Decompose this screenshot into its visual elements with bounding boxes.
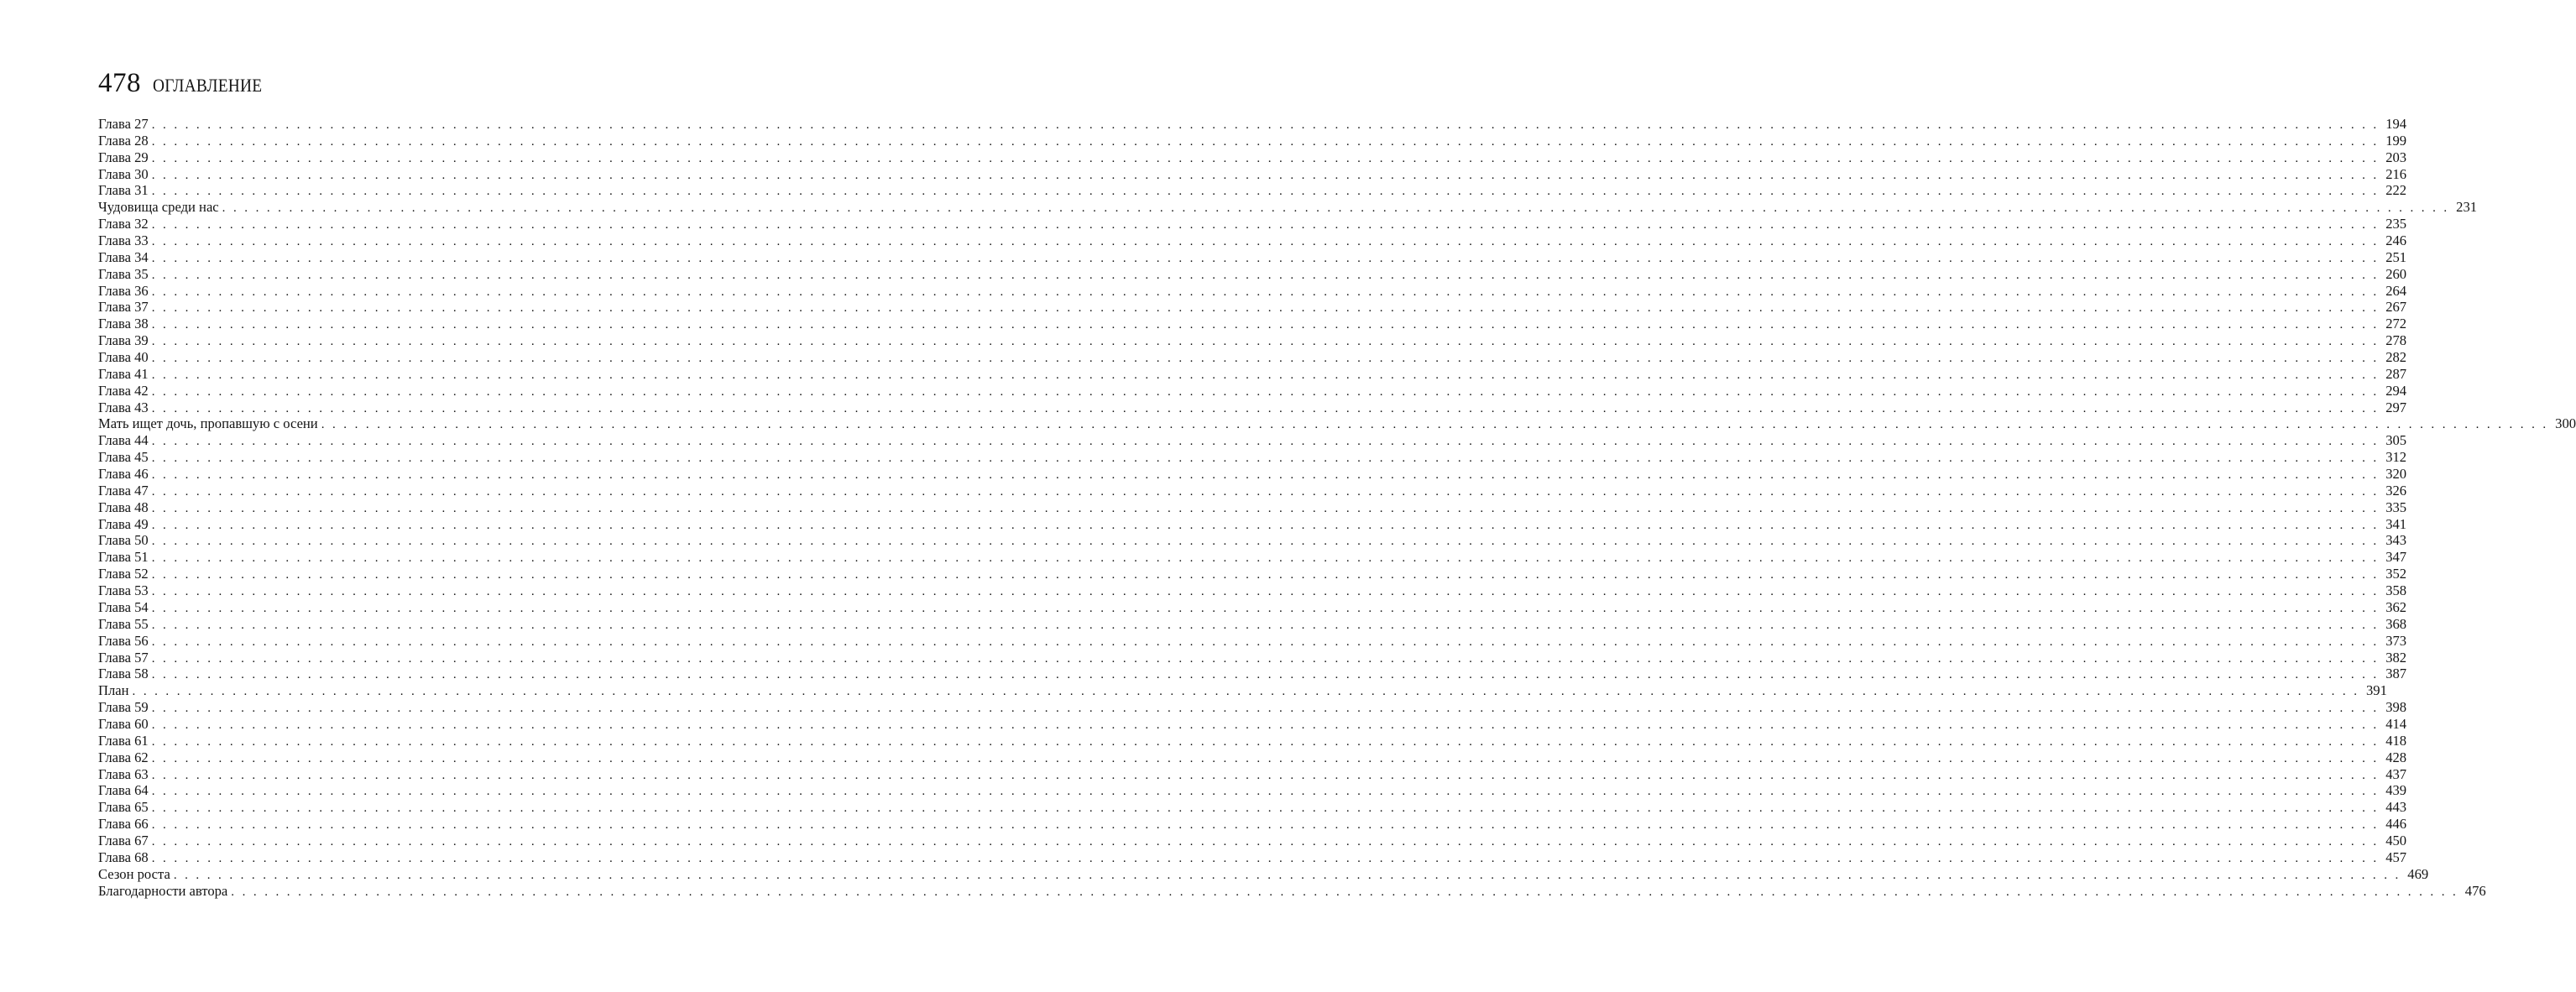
dot-leader: . . . . . . . . . . . . . . . . . . . . . . . . . . . . . . . . . . . . . . . . . . . . . . . . . . . . . . . . . . . . . . . . . . . . . . . . . . . . . . . . . . . . . . . . . . . . . . . . . . . . . . . . . . . . . . . . . . . . . . . . . . . . . . . . . . . . . . . . . . . . . . . . . . . . . . . . . . . . . . . . . . . . . . . . . . . . . . . . . . . . . . . . . . . . . . . . . . . . . . . . (151, 335, 2380, 349)
toc-entry-title: Глава 38 (98, 316, 149, 332)
toc-entry-page: 320 (2385, 466, 2407, 483)
toc-entry (98, 232, 2407, 249)
dot-leader: . . . . . . . . . . . . . . . . . . . . . . . . . . . . . . . . . . . . . . . . . . . . . . . . . . . . . . . . . . . . . . . . . . . . . . . . . . . . . . . . . . . . . . . . . . . . . . . . . . . . . . . . . . . . . . . . . . . . . . . . . . . . . . . . . . . . . . . . . . . . . . . . . . . . . . . . . . . . . . . . . . . . . . . . . . . . . . . . . . . . . . . . . . . . . . . . . . . . . . . . (173, 868, 2401, 882)
toc-entry-title: Глава 68 (98, 848, 149, 865)
dot-leader: . . . . . . . . . . . . . . . . . . . . . . . . . . . . . . . . . . . . . . . . . . . . . . . . . . . . . . . . . . . . . . . . . . . . . . . . . . . . . . . . . . . . . . . . . . . . . . . . . . . . . . . . . . . . . . . . . . . . . . . . . . . . . . . . . . . . . . . . . . . . . . . . . . . . . . . . . . . . . . . . . . . . . . . . . . . . . . . . . . . . . . . . . . . . . . . . . . . . . . . . (151, 551, 2380, 566)
toc-entry (98, 649, 2407, 666)
dot-leader: . . . . . . . . . . . . . . . . . . . . . . . . . . . . . . . . . . . . . . . . . . . . . . . . . . . . . . . . . . . . . . . . . . . . . . . . . . . . . . . . . . . . . . . . . . . . . . . . . . . . . . . . . . . . . . . . . . . . . . . . . . . . . . . . . . . . . . . . . . . . . . . . . . . . . . . . . . . . . . . . . . . . . . . . . . . . . . . . . . . . . . . . . . . . . . . . . . . . . . . . (231, 885, 2458, 899)
dot-leader: . . . . . . . . . . . . . . . . . . . . . . . . . . . . . . . . . . . . . . . . . . . . . . . . . . . . . . . . . . . . . . . . . . . . . . . . . . . . . . . . . . . . . . . . . . . . . . . . . . . . . . . . . . . . . . . . . . . . . . . . . . . . . . . . . . . . . . . . . . . . . . . . . . . . . . . . . . . . . . . . . . . . . . . . . . . . . . . . . . . . . . . . . . . . . . . . . . . . . . . . (151, 585, 2380, 599)
dot-leader: . . . . . . . . . . . . . . . . . . . . . . . . . . . . . . . . . . . . . . . . . . . . . . . . . . . . . . . . . . . . . . . . . . . . . . . . . . . . . . . . . . . . . . . . . . . . . . . . . . . . . . . . . . . . . . . . . . . . . . . . . . . . . . . . . . . . . . . . . . . . . . . . . . . . . . . . . . . . . . . . . . . . . . . . . . . . . . . . . . . . . . . . . . . . . . . . . . . . . . . . (151, 518, 2380, 532)
toc-entry (98, 199, 2478, 216)
toc-entry (98, 165, 2407, 183)
toc-entry-page: 267 (2385, 299, 2407, 316)
toc-entry-title: Глава 62 (98, 749, 149, 765)
toc-entry (98, 132, 2407, 149)
toc-entry-title: Глава 34 (98, 248, 149, 265)
toc-entry-title: Глава 51 (98, 549, 149, 566)
toc-entry (98, 365, 2407, 383)
toc-entry (98, 832, 2407, 849)
toc-entry-title: План (98, 682, 129, 699)
dot-leader: . . . . . . . . . . . . . . . . . . . . . . . . . . . . . . . . . . . . . . . . . . . . . . . . . . . . . . . . . . . . . . . . . . . . . . . . . . . . . . . . . . . . . . . . . . . . . . . . . . . . . . . . . . . . . . . . . . . . . . . . . . . . . . . . . . . . . . . . . . . . . . . . . . . . . . . . . . . . . . . . . . . . . . . . . . . . . . . . . . . . . . . . . . . . . . . . . . . . . . . . (151, 168, 2380, 182)
toc-entry-title: Глава 43 (98, 399, 149, 415)
toc-entry (98, 848, 2407, 866)
dot-leader: . . . . . . . . . . . . . . . . . . . . . . . . . . . . . . . . . . . . . . . . . . . . . . . . . . . . . . . . . . . . . . . . . . . . . . . . . . . . . . . . . . . . . . . . . . . . . . . . . . . . . . . . . . . . . . . . . . . . . . . . . . . . . . . . . . . . . . . . . . . . . . . . . . . . . . . . . . . . . . . . . . . . . . . . . . . . . . . . . . . . . . . . . . . . . . . . . . . . . . . . (151, 785, 2380, 799)
toc-entry-page: 450 (2385, 832, 2407, 848)
toc-entry-page: 300 (2555, 415, 2576, 432)
toc-entry-title: Благодарности автора (98, 882, 228, 899)
toc-entry-page: 457 (2385, 848, 2407, 865)
toc-entry-title: Глава 64 (98, 782, 149, 799)
toc-entry (98, 415, 2576, 432)
dot-leader: . . . . . . . . . . . . . . . . . . . . . . . . . . . . . . . . . . . . . . . . . . . . . . . . . . . . . . . . . . . . . . . . . . . . . . . . . . . . . . . . . . . . . . . . . . . . . . . . . . . . . . . . . . . . . . . . . . . . . . . . . . . . . . . . . . . . . . . . . . . . . . . . . . . . . . . . . . . . . . . . . . . . . . . . . . . . . . . . . . . . . . . . . . . . . . . . . . . . . . . . (151, 668, 2380, 682)
dot-leader: . . . . . . . . . . . . . . . . . . . . . . . . . . . . . . . . . . . . . . . . . . . . . . . . . . . . . . . . . . . . . . . . . . . . . . . . . . . . . . . . . . . . . . . . . . . . . . . . . . . . . . . . . . . . . . . . . . . . . . . . . . . . . . . . . . . . . . . . . . . . . . . . . . . . . . . . . . . . . . . . . . . . . . . . . . . . . . . . . . . . . . . . . . . . . . . . . . . . . . . . (151, 702, 2380, 716)
toc-entry (98, 216, 2407, 232)
toc-entry (98, 282, 2407, 300)
toc-entry (98, 399, 2407, 416)
running-head (98, 66, 277, 100)
toc-entry (98, 515, 2407, 533)
dot-leader: . . . . . . . . . . . . . . . . . . . . . . . . . . . . . . . . . . . . . . . . . . . . . . . . . . . . . . . . . . . . . . . . . . . . . . . . . . . . . . . . . . . . . . . . . . . . . . . . . . . . . . . . . . . . . . . . . . . . . . . . . . . . . . . . . . . . . . . . . . . . . . . . . . . . . . . . . . . . . . . . . . . . . . . . . . . . . . . . . . . . . . . . . . . . . . . . . . . . . . . . (151, 535, 2380, 549)
dot-leader: . . . . . . . . . . . . . . . . . . . . . . . . . . . . . . . . . . . . . . . . . . . . . . . . . . . . . . . . . . . . . . . . . . . . . . . . . . . . . . . . . . . . . . . . . . . . . . . . . . . . . . . . . . . . . . . . . . . . . . . . . . . . . . . . . . . . . . . . . . . . . . . . . . . . . . . . . . . . . . . . . . . . . . . . . . . . . . . . . . . . . . . . . . . . . . . . . . . . . . . . (151, 134, 2380, 149)
dot-leader: . . . . . . . . . . . . . . . . . . . . . . . . . . . . . . . . . . . . . . . . . . . . . . . . . . . . . . . . . . . . . . . . . . . . . . . . . . . . . . . . . . . . . . . . . . . . . . . . . . . . . . . . . . . . . . . . . . . . . . . . . . . . . . . . . . . . . . . . . . . . . . . . . . . . . . . . . . . . . . . . . . . . . . . . . . . . . . . . . . . . . . . . . . . . . . . . . . . . . . . . (151, 452, 2380, 466)
toc-entry-title: Глава 58 (98, 666, 149, 682)
toc-entry-title: Глава 40 (98, 349, 149, 366)
toc-entry-title: Глава 48 (98, 499, 149, 515)
toc-entry-page: 358 (2385, 582, 2407, 599)
toc-entry (98, 799, 2407, 816)
toc-entry-title: Глава 60 (98, 715, 149, 732)
toc-entry-page: 235 (2385, 216, 2407, 232)
toc-entry-page: 260 (2385, 265, 2407, 282)
toc-entry-page: 216 (2385, 165, 2407, 182)
toc-entry-title: Глава 39 (98, 332, 149, 349)
dot-leader: . . . . . . . . . . . . . . . . . . . . . . . . . . . . . . . . . . . . . . . . . . . . . . . . . . . . . . . . . . . . . . . . . . . . . . . . . . . . . . . . . . . . . . . . . . . . . . . . . . . . . . . . . . . . . . . . . . . . . . . . . . . . . . . . . . . . . . . . . . . . . . . . . . . . . . . . . . . . . . . . . . . . . . . . . . . . . . . . . . . . . . . . . . . . . . . . . . . . . . . . (151, 601, 2380, 615)
dot-leader: . . . . . . . . . . . . . . . . . . . . . . . . . . . . . . . . . . . . . . . . . . . . . . . . . . . . . . . . . . . . . . . . . . . . . . . . . . . . . . . . . . . . . . . . . . . . . . . . . . . . . . . . . . . . . . . . . . . . . . . . . . . . . . . . . . . . . . . . . . . . . . . . . . . . . . . . . . . . . . . . . . . . . . . . . . . . . . . . . . . . . . . . . . . . . . . . . . . . . . . . (151, 352, 2380, 366)
toc-entry-page: 476 (2464, 882, 2486, 899)
dot-leader: . . . . . . . . . . . . . . . . . . . . . . . . . . . . . . . . . . . . . . . . . . . . . . . . . . . . . . . . . . . . . . . . . . . . . . . . . . . . . . . . . . . . . . . . . . . . . . . . . . . . . . . . . . . . . . . . . . . . . . . . . . . . . . . . . . . . . . . . . . . . . . . . . . . . . . . . . . . . . . . . . . . . . . . . . . . . . . . . . . . . . . . . . . . . . . . . . . . . . . . . (132, 685, 2359, 699)
toc-entry (98, 299, 2407, 316)
toc-entry-title: Глава 44 (98, 432, 149, 449)
toc-entry (98, 865, 2429, 883)
toc-entry (98, 882, 2486, 900)
dot-leader: . . . . . . . . . . . . . . . . . . . . . . . . . . . . . . . . . . . . . . . . . . . . . . . . . . . . . . . . . . . . . . . . . . . . . . . . . . . . . . . . . . . . . . . . . . . . . . . . . . . . . . . . . . . . . . . . . . . . . . . . . . . . . . . . . . . . . . . . . . . . . . . . . . . . . . . . . . . . . . . . . . . . . . . . . . . . . . . . . . . . . . . . . . . . . . . . . . . . . . . . (151, 851, 2380, 865)
toc-entry-page: 469 (2407, 865, 2429, 882)
toc-entry-title: Мать ищет дочь, пропавшую с осени (98, 415, 318, 432)
toc-entry-title: Глава 56 (98, 632, 149, 649)
toc-entry-title: Глава 36 (98, 282, 149, 299)
toc-entry-page: 352 (2385, 566, 2407, 582)
toc-entry-title: Глава 61 (98, 732, 149, 749)
toc-entry-page: 297 (2385, 399, 2407, 415)
dot-leader: . . . . . . . . . . . . . . . . . . . . . . . . . . . . . . . . . . . . . . . . . . . . . . . . . . . . . . . . . . . . . . . . . . . . . . . . . . . . . . . . . . . . . . . . . . . . . . . . . . . . . . . . . . . . . . . . . . . . . . . . . . . . . . . . . . . . . . . . . . . . . . . . . . . . . . . . . . . . . . . . . . . . . . . . . . . . . . . . . . . . . . . . . . . . . . . . . . . . . . . . (151, 634, 2380, 649)
toc-entry (98, 682, 2387, 699)
toc-entry (98, 532, 2407, 549)
dot-leader: . . . . . . . . . . . . . . . . . . . . . . . . . . . . . . . . . . . . . . . . . . . . . . . . . . . . . . . . . . . . . . . . . . . . . . . . . . . . . . . . . . . . . . . . . . . . . . . . . . . . . . . . . . . . . . . . . . . . . . . . . . . . . . . . . . . . . . . . . . . . . . . . . . . . . . . . . . . . . . . . . . . . . . . . . . . . . . . . . . . . . . . . . . . . . . . . . . . . . . . . (151, 768, 2380, 782)
toc-entry (98, 598, 2407, 616)
toc-entry-page: 264 (2385, 282, 2407, 299)
dot-leader: . . . . . . . . . . . . . . . . . . . . . . . . . . . . . . . . . . . . . . . . . . . . . . . . . . . . . . . . . . . . . . . . . . . . . . . . . . . . . . . . . . . . . . . . . . . . . . . . . . . . . . . . . . . . . . . . . . . . . . . . . . . . . . . . . . . . . . . . . . . . . . . . . . . . . . . . . . . . . . . . . . . . . . . . . . . . . . . . . . . . . . . . . . . . . . . . . . . . . . . . (151, 435, 2380, 449)
page-number: 478 (98, 68, 141, 98)
toc-entry-page: 194 (2385, 116, 2407, 132)
toc-entry-title: Глава 46 (98, 466, 149, 483)
dot-leader: . . . . . . . . . . . . . . . . . . . . . . . . . . . . . . . . . . . . . . . . . . . . . . . . . . . . . . . . . . . . . . . . . . . . . . . . . . . . . . . . . . . . . . . . . . . . . . . . . . . . . . . . . . . . . . . . . . . . . . . . . . . . . . . . . . . . . . . . . . . . . . . . . . . . . . . . . . . . . . . . . . . . . . . . . . . . . . . . . . . . . . . . . . . . . . . . . . . . . . . . (151, 368, 2380, 382)
toc-entry (98, 816, 2407, 833)
dot-leader: . . . . . . . . . . . . . . . . . . . . . . . . . . . . . . . . . . . . . . . . . . . . . . . . . . . . . . . . . . . . . . . . . . . . . . . . . . . . . . . . . . . . . . . . . . . . . . . . . . . . . . . . . . . . . . . . . . . . . . . . . . . . . . . . . . . . . . . . . . . . . . . . . . . . . . . . . . . . . . . . . . . . . . . . . . . . . . . . . . . . . . . . . . . . . . . . . . . . . . . . (151, 651, 2380, 666)
toc-entry (98, 765, 2407, 783)
toc-entry (98, 382, 2407, 399)
toc-entry-title: Глава 63 (98, 765, 149, 782)
table-of-contents (98, 116, 2576, 899)
toc-entry (98, 332, 2407, 349)
toc-entry (98, 466, 2407, 483)
dot-leader: . . . . . . . . . . . . . . . . . . . . . . . . . . . . . . . . . . . . . . . . . . . . . . . . . . . . . . . . . . . . . . . . . . . . . . . . . . . . . . . . . . . . . . . . . . . . . . . . . . . . . . . . . . . . . . . . . . . . . . . . . . . . . . . . . . . . . . . . . . . . . . . . . . . . . . . . . . . . . . . . . . . . . . . . . . . . . . . . . . . . . . . . . . . . . . . . . . . . . . . . (151, 251, 2380, 265)
toc-entry-page: 382 (2385, 649, 2407, 666)
toc-entry-title: Глава 45 (98, 449, 149, 466)
toc-entry-title: Чудовища среди нас (98, 199, 219, 216)
toc-entry (98, 432, 2407, 449)
dot-leader: . . . . . . . . . . . . . . . . . . . . . . . . . . . . . . . . . . . . . . . . . . . . . . . . . . . . . . . . . . . . . . . . . . . . . . . . . . . . . . . . . . . . . . . . . . . . . . . . . . . . . . . . . . . . . . . . . . . . . . . . . . . . . . . . . . . . . . . . . . . . . . . . . . . . . . . . . . . . . . . . . . . . . . . . . . . . . . . . . . . . . . . . . . . . . . . . . . . . . . . . (151, 834, 2380, 848)
toc-entry-page: 251 (2385, 248, 2407, 265)
toc-entry-page: 312 (2385, 449, 2407, 466)
toc-entry-page: 335 (2385, 499, 2407, 515)
section-title: ОГЛАВЛЕНИЕ (153, 75, 263, 96)
toc-entry-title: Глава 27 (98, 116, 149, 132)
toc-entry-title: Глава 37 (98, 299, 149, 316)
dot-leader: . . . . . . . . . . . . . . . . . . . . . . . . . . . . . . . . . . . . . . . . . . . . . . . . . . . . . . . . . . . . . . . . . . . . . . . . . . . . . . . . . . . . . . . . . . . . . . . . . . . . . . . . . . . . . . . . . . . . . . . . . . . . . . . . . . . . . . . . . . . . . . . . . . . . . . . . . . . . . . . . . . . . . . . . . . . . . . . . . . . . . . . . . . . . . . . . . . . . . . . . (151, 468, 2380, 483)
dot-leader: . . . . . . . . . . . . . . . . . . . . . . . . . . . . . . . . . . . . . . . . . . . . . . . . . . . . . . . . . . . . . . . . . . . . . . . . . . . . . . . . . . . . . . . . . . . . . . . . . . . . . . . . . . . . . . . . . . . . . . . . . . . . . . . . . . . . . . . . . . . . . . . . . . . . . . . . . . . . . . . . . . . . . . . . . . . . . . . . . . . . . . . . . . . . . . . . . . . . . . . . (151, 285, 2380, 299)
toc-entry-title: Глава 33 (98, 232, 149, 249)
toc-entry-page: 341 (2385, 515, 2407, 532)
toc-entry-title: Сезон роста (98, 865, 170, 882)
dot-leader: . . . . . . . . . . . . . . . . . . . . . . . . . . . . . . . . . . . . . . . . . . . . . . . . . . . . . . . . . . . . . . . . . . . . . . . . . . . . . . . . . . . . . . . . . . . . . . . . . . . . . . . . . . . . . . . . . . . . . . . . . . . . . . . . . . . . . . . . . . . . . . . . . . . . . . . . . . . . . . . . . . . . . . . . . . . . . . . . . . . . . . . . . . . . . . . . . . . . . . . . (151, 118, 2380, 132)
dot-leader: . . . . . . . . . . . . . . . . . . . . . . . . . . . . . . . . . . . . . . . . . . . . . . . . . . . . . . . . . . . . . . . . . . . . . . . . . . . . . . . . . . . . . . . . . . . . . . . . . . . . . . . . . . . . . . . . . . . . . . . . . . . . . . . . . . . . . . . . . . . . . . . . . . . . . . . . . . . . . . . . . . . . . . . . . . . . . . . . . . . . . . . . . . . . . . . . . . . . . . . . (151, 618, 2380, 632)
toc-entry-title: Глава 57 (98, 649, 149, 666)
toc-entry-title: Глава 35 (98, 265, 149, 282)
toc-entry-page: 343 (2385, 532, 2407, 549)
toc-entry-title: Глава 32 (98, 216, 149, 232)
dot-leader: . . . . . . . . . . . . . . . . . . . . . . . . . . . . . . . . . . . . . . . . . . . . . . . . . . . . . . . . . . . . . . . . . . . . . . . . . . . . . . . . . . . . . . . . . . . . . . . . . . . . . . . . . . . . . . . . . . . . . . . . . . . . . . . . . . . . . . . . . . . . . . . . . . . . . . . . . . . . . . . . . . . . . . . . . . . . . . . . . . . . . . . . . . . . . . . . . . . . . . . . (151, 151, 2380, 165)
toc-entry-title: Глава 42 (98, 382, 149, 399)
toc-entry (98, 499, 2407, 516)
dot-leader: . . . . . . . . . . . . . . . . . . . . . . . . . . . . . . . . . . . . . . . . . . . . . . . . . . . . . . . . . . . . . . . . . . . . . . . . . . . . . . . . . . . . . . . . . . . . . . . . . . . . . . . . . . . . . . . . . . . . . . . . . . . . . . . . . . . . . . . . . . . . . . . . . . . . . . . . . . . . . . . . . . . . . . . . . . . . . . . . . . . . . . . . . . . . . . . . . . . . . . . . (151, 734, 2380, 749)
toc-entry-title: Глава 65 (98, 799, 149, 816)
dot-leader: . . . . . . . . . . . . . . . . . . . . . . . . . . . . . . . . . . . . . . . . . . . . . . . . . . . . . . . . . . . . . . . . . . . . . . . . . . . . . . . . . . . . . . . . . . . . . . . . . . . . . . . . . . . . . . . . . . . . . . . . . . . . . . . . . . . . . . . . . . . . . . . . . . . . . . . . . . . . . . . . . . . . . . . . . . . . . . . . . . . . . . . . . . . . . . . . . . . . . . . . (151, 818, 2380, 833)
toc-entry-page: 246 (2385, 232, 2407, 249)
dot-leader: . . . . . . . . . . . . . . . . . . . . . . . . . . . . . . . . . . . . . . . . . . . . . . . . . . . . . . . . . . . . . . . . . . . . . . . . . . . . . . . . . . . . . . . . . . . . . . . . . . . . . . . . . . . . . . . . . . . . . . . . . . . . . . . . . . . . . . . . . . . . . . . . . . . . . . . . . . . . . . . . . . . . . . . . . . . . . . . . . . . . . . . . . . . . . . . . . . . . . . . . (151, 801, 2380, 816)
toc-entry-page: 414 (2385, 715, 2407, 732)
toc-entry-page: 294 (2385, 382, 2407, 399)
toc-entry-title: Глава 59 (98, 699, 149, 716)
toc-entry-page: 446 (2385, 816, 2407, 833)
toc-entry-page: 278 (2385, 332, 2407, 349)
toc-entry-title: Глава 50 (98, 532, 149, 549)
toc-entry-page: 326 (2385, 482, 2407, 499)
dot-leader: . . . . . . . . . . . . . . . . . . . . . . . . . . . . . . . . . . . . . . . . . . . . . . . . . . . . . . . . . . . . . . . . . . . . . . . . . . . . . . . . . . . . . . . . . . . . . . . . . . . . . . . . . . . . . . . . . . . . . . . . . . . . . . . . . . . . . . . . . . . . . . . . . . . . . . . . . . . . . . . . . . . . . . . . . . . . . . . . . . . . . . . . . . . . . . . . . . . . . . . . (151, 568, 2380, 582)
dot-leader: . . . . . . . . . . . . . . . . . . . . . . . . . . . . . . . . . . . . . . . . . . . . . . . . . . . . . . . . . . . . . . . . . . . . . . . . . . . . . . . . . . . . . . . . . . . . . . . . . . . . . . . . . . . . . . . . . . . . . . . . . . . . . . . . . . . . . . . . . . . . . . . . . . . . . . . . . . . . . . . . . . . . . . . . . . . . . . . . . . . . . . . . . . . . . . . . . . . . . . . . (151, 751, 2380, 765)
toc-entry (98, 149, 2407, 166)
dot-leader: . . . . . . . . . . . . . . . . . . . . . . . . . . . . . . . . . . . . . . . . . . . . . . . . . . . . . . . . . . . . . . . . . . . . . . . . . . . . . . . . . . . . . . . . . . . . . . . . . . . . . . . . . . . . . . . . . . . . . . . . . . . . . . . . . . . . . . . . . . . . . . . . . . . . . . . . . . . . . . . . . . . . . . . . . . . . . . . . . . . . . . . . . . . . . . . . . . . . . . . . (151, 185, 2380, 199)
dot-leader: . . . . . . . . . . . . . . . . . . . . . . . . . . . . . . . . . . . . . . . . . . . . . . . . . . . . . . . . . . . . . . . . . . . . . . . . . . . . . . . . . . . . . . . . . . . . . . . . . . . . . . . . . . . . . . . . . . . . . . . . . . . . . . . . . . . . . . . . . . . . . . . . . . . . . . . . . . . . . . . . . . . . . . . . . . . . . . . . . . . . . . . . . . . . . . . . . . . . . . . . (151, 235, 2380, 249)
toc-entry-page: 387 (2385, 666, 2407, 682)
toc-entry-title: Глава 31 (98, 182, 149, 199)
toc-entry-title: Глава 55 (98, 615, 149, 632)
toc-entry-page: 362 (2385, 598, 2407, 615)
toc-entry-page: 199 (2385, 132, 2407, 149)
toc-entry (98, 248, 2407, 266)
toc-entry-title: Глава 67 (98, 832, 149, 848)
toc-entry (98, 715, 2407, 733)
toc-entry-title: Глава 30 (98, 165, 149, 182)
toc-entry-title: Глава 52 (98, 566, 149, 582)
toc-entry-title: Глава 41 (98, 365, 149, 382)
toc-entry (98, 482, 2407, 499)
toc-entry-page: 203 (2385, 149, 2407, 165)
toc-entry-page: 398 (2385, 699, 2407, 716)
toc-entry (98, 116, 2407, 133)
toc-entry (98, 732, 2407, 749)
toc-entry-page: 282 (2385, 349, 2407, 366)
toc-entry-title: Глава 53 (98, 582, 149, 599)
toc-entry (98, 699, 2407, 716)
dot-leader: . . . . . . . . . . . . . . . . . . . . . . . . . . . . . . . . . . . . . . . . . . . . . . . . . . . . . . . . . . . . . . . . . . . . . . . . . . . . . . . . . . . . . . . . . . . . . . . . . . . . . . . . . . . . . . . . . . . . . . . . . . . . . . . . . . . . . . . . . . . . . . . . . . . . . . . . . . . . . . . . . . . . . . . . . . . . . . . . . . . . . . . . . . . . . . . . . . . . . . . . (321, 418, 2549, 432)
toc-entry-page: 439 (2385, 782, 2407, 799)
toc-entry-title: Глава 49 (98, 515, 149, 532)
dot-leader: . . . . . . . . . . . . . . . . . . . . . . . . . . . . . . . . . . . . . . . . . . . . . . . . . . . . . . . . . . . . . . . . . . . . . . . . . . . . . . . . . . . . . . . . . . . . . . . . . . . . . . . . . . . . . . . . . . . . . . . . . . . . . . . . . . . . . . . . . . . . . . . . . . . . . . . . . . . . . . . . . . . . . . . . . . . . . . . . . . . . . . . . . . . . . . . . . . . . . . . . (151, 484, 2380, 499)
dot-leader: . . . . . . . . . . . . . . . . . . . . . . . . . . . . . . . . . . . . . . . . . . . . . . . . . . . . . . . . . . . . . . . . . . . . . . . . . . . . . . . . . . . . . . . . . . . . . . . . . . . . . . . . . . . . . . . . . . . . . . . . . . . . . . . . . . . . . . . . . . . . . . . . . . . . . . . . . . . . . . . . . . . . . . . . . . . . . . . . . . . . . . . . . . . . . . . . . . . . . . . . (151, 318, 2380, 332)
toc-entry-title: Глава 29 (98, 149, 149, 165)
dot-leader: . . . . . . . . . . . . . . . . . . . . . . . . . . . . . . . . . . . . . . . . . . . . . . . . . . . . . . . . . . . . . . . . . . . . . . . . . . . . . . . . . . . . . . . . . . . . . . . . . . . . . . . . . . . . . . . . . . . . . . . . . . . . . . . . . . . . . . . . . . . . . . . . . . . . . . . . . . . . . . . . . . . . . . . . . . . . . . . . . . . . . . . . . . . . . . . . . . . . . . . . (222, 201, 2450, 216)
toc-entry-page: 287 (2385, 365, 2407, 382)
toc-entry-page: 418 (2385, 732, 2407, 749)
dot-leader: . . . . . . . . . . . . . . . . . . . . . . . . . . . . . . . . . . . . . . . . . . . . . . . . . . . . . . . . . . . . . . . . . . . . . . . . . . . . . . . . . . . . . . . . . . . . . . . . . . . . . . . . . . . . . . . . . . . . . . . . . . . . . . . . . . . . . . . . . . . . . . . . . . . . . . . . . . . . . . . . . . . . . . . . . . . . . . . . . . . . . . . . . . . . . . . . . . . . . . . . (151, 301, 2380, 316)
toc-entry (98, 182, 2407, 199)
toc-entry (98, 449, 2407, 466)
dot-leader: . . . . . . . . . . . . . . . . . . . . . . . . . . . . . . . . . . . . . . . . . . . . . . . . . . . . . . . . . . . . . . . . . . . . . . . . . . . . . . . . . . . . . . . . . . . . . . . . . . . . . . . . . . . . . . . . . . . . . . . . . . . . . . . . . . . . . . . . . . . . . . . . . . . . . . . . . . . . . . . . . . . . . . . . . . . . . . . . . . . . . . . . . . . . . . . . . . . . . . . . (151, 401, 2380, 415)
toc-entry-page: 222 (2385, 182, 2407, 199)
dot-leader: . . . . . . . . . . . . . . . . . . . . . . . . . . . . . . . . . . . . . . . . . . . . . . . . . . . . . . . . . . . . . . . . . . . . . . . . . . . . . . . . . . . . . . . . . . . . . . . . . . . . . . . . . . . . . . . . . . . . . . . . . . . . . . . . . . . . . . . . . . . . . . . . . . . . . . . . . . . . . . . . . . . . . . . . . . . . . . . . . . . . . . . . . . . . . . . . . . . . . . . . (151, 501, 2380, 515)
toc-entry (98, 582, 2407, 599)
toc-entry-title: Глава 54 (98, 598, 149, 615)
toc-entry (98, 782, 2407, 799)
toc-entry-title: Глава 47 (98, 482, 149, 499)
dot-leader: . . . . . . . . . . . . . . . . . . . . . . . . . . . . . . . . . . . . . . . . . . . . . . . . . . . . . . . . . . . . . . . . . . . . . . . . . . . . . . . . . . . . . . . . . . . . . . . . . . . . . . . . . . . . . . . . . . . . . . . . . . . . . . . . . . . . . . . . . . . . . . . . . . . . . . . . . . . . . . . . . . . . . . . . . . . . . . . . . . . . . . . . . . . . . . . . . . . . . . . . (151, 218, 2380, 232)
dot-leader: . . . . . . . . . . . . . . . . . . . . . . . . . . . . . . . . . . . . . . . . . . . . . . . . . . . . . . . . . . . . . . . . . . . . . . . . . . . . . . . . . . . . . . . . . . . . . . . . . . . . . . . . . . . . . . . . . . . . . . . . . . . . . . . . . . . . . . . . . . . . . . . . . . . . . . . . . . . . . . . . . . . . . . . . . . . . . . . . . . . . . . . . . . . . . . . . . . . . . . . . (151, 268, 2380, 282)
toc-entry (98, 632, 2407, 650)
toc-entry (98, 349, 2407, 366)
toc-entry-page: 368 (2385, 615, 2407, 632)
toc-entry (98, 566, 2407, 582)
toc-entry (98, 615, 2407, 633)
toc-entry-page: 428 (2385, 749, 2407, 765)
toc-entry-page: 391 (2365, 682, 2387, 699)
toc-entry-page: 347 (2385, 549, 2407, 566)
toc-entry-page: 231 (2456, 199, 2478, 216)
toc-entry-page: 305 (2385, 432, 2407, 449)
toc-entry (98, 265, 2407, 283)
toc-entry-page: 437 (2385, 765, 2407, 782)
dot-leader: . . . . . . . . . . . . . . . . . . . . . . . . . . . . . . . . . . . . . . . . . . . . . . . . . . . . . . . . . . . . . . . . . . . . . . . . . . . . . . . . . . . . . . . . . . . . . . . . . . . . . . . . . . . . . . . . . . . . . . . . . . . . . . . . . . . . . . . . . . . . . . . . . . . . . . . . . . . . . . . . . . . . . . . . . . . . . . . . . . . . . . . . . . . . . . . . . . . . . . . . (151, 718, 2380, 732)
toc-entry-page: 443 (2385, 799, 2407, 816)
toc-entry (98, 749, 2407, 766)
toc-entry (98, 549, 2407, 566)
toc-entry-page: 272 (2385, 316, 2407, 332)
toc-entry (98, 666, 2407, 682)
dot-leader: . . . . . . . . . . . . . . . . . . . . . . . . . . . . . . . . . . . . . . . . . . . . . . . . . . . . . . . . . . . . . . . . . . . . . . . . . . . . . . . . . . . . . . . . . . . . . . . . . . . . . . . . . . . . . . . . . . . . . . . . . . . . . . . . . . . . . . . . . . . . . . . . . . . . . . . . . . . . . . . . . . . . . . . . . . . . . . . . . . . . . . . . . . . . . . . . . . . . . . . . (151, 384, 2380, 399)
toc-entry-title: Глава 66 (98, 816, 149, 833)
toc-entry-title: Глава 28 (98, 132, 149, 149)
toc-entry (98, 316, 2407, 332)
toc-entry-page: 373 (2385, 632, 2407, 649)
